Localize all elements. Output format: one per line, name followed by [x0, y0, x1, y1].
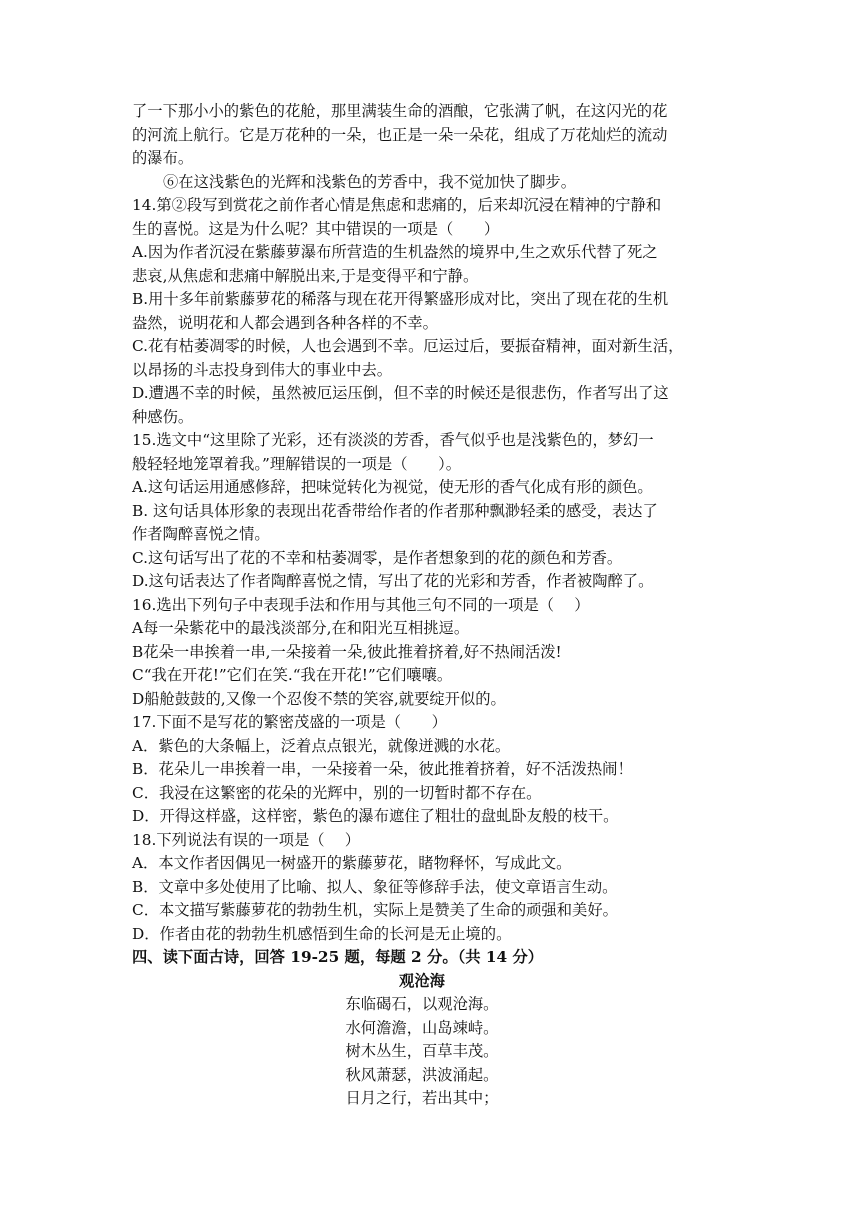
option-line: A.这句话运用通感修辞，把味觉转化为视觉，使无形的香气化成有形的颜色。 [132, 478, 653, 496]
poem-line: 日月之行，若出其中； [345, 1089, 499, 1107]
question-stem: 18.下列说法有误的一项是（ ） [132, 830, 361, 849]
option-line: B．花朵儿一串挨着一串，一朵接着一朵，彼此推着挤着，好不活泼热闹！ [132, 760, 633, 778]
question-16 [132, 594, 712, 712]
option-line: A每一朵紫花中的最浅淡部分,在和阳光互相挑逗。 [132, 619, 470, 637]
option-line: B.用十多年前紫藤萝花的稀落与现在花开得繁盛形成对比，突出了现在花的生机 [132, 290, 669, 308]
option-line: A．本文作者因偶见一树盛开的紫藤萝花，睹物释怀，写成此文。 [132, 854, 572, 872]
passage-line: 了一下那小小的紫色的花舱，那里满装生命的酒酿，它张满了帆，在这闪光的花 [132, 102, 668, 120]
option-line: C．我浸在这繁密的花朵的光辉中，别的一切暂时都不存在。 [132, 783, 542, 802]
passage-line: 的河流上航行。它是万花种的一朵，也正是一朵一朵花，组成了万花灿烂的流动 [132, 125, 668, 144]
option-line: C.这句话写出了花的不幸和枯萎凋零，是作者想象到的花的颜色和芳香。 [132, 548, 623, 567]
section-4 [132, 946, 712, 1111]
question-18 [132, 829, 712, 947]
option-line: C.花有枯萎凋零的时候，人也会遇到不幸。厄运过后，要振奋精神，面对新生活， [132, 337, 684, 355]
question-stem: 17.下面不是写花的繁密茂盛的一项是（ ） [132, 713, 447, 731]
option-line: D.这句话表达了作者陶醉喜悦之情，写出了花的光彩和芳香，作者被陶醉了。 [132, 572, 654, 590]
question-stem: 般轻轻地笼罩着我。”理解错误的一项是（ ）。 [132, 454, 462, 473]
option-line: 以昂扬的斗志投身到伟大的事业中去。 [132, 360, 393, 379]
option-line: D船舱鼓鼓的,又像一个忍俊不禁的笑容,就要绽开似的。 [132, 689, 506, 708]
option-line: 种感伤。 [132, 407, 194, 426]
poem-line: 东临碣石，以观沧海。 [345, 995, 499, 1013]
option-line: 盎然，说明花和人都会遇到各种各样的不幸。 [132, 313, 438, 332]
poem-line: 水何澹澹，山岛竦峙。 [345, 1018, 499, 1037]
question-17 [132, 711, 712, 829]
poem-line: 树木丛生，百草丰茂。 [345, 1042, 499, 1060]
option-line: A.因为作者沉浸在紫藤萝瀑布所营造的生机盎然的境界中,生之欢乐代替了死之 [132, 243, 658, 261]
option-line: B花朵一串挨着一串,一朵接着一朵,彼此推着挤着,好不热闹活泼! [132, 642, 562, 661]
poem-title: 观沧海 [399, 971, 445, 990]
question-15 [132, 429, 712, 594]
question-stem: 16.选出下列句子中表现手法和作用与其他三句不同的一项是（ ） [132, 595, 590, 614]
question-stem: 14.第②段写到赏花之前作者心情是焦虑和悲痛的，后来却沉浸在精神的宁静和 [132, 196, 662, 214]
option-line: B．文章中多处使用了比喻、拟人、象征等修辞手法，使文章语言生动。 [132, 877, 618, 896]
option-line: D．开得这样盛，这样密，紫色的瀑布遮住了粗壮的盘虬卧友般的枝干。 [132, 807, 619, 825]
option-line: B. 这句话具体形象的表现出花香带给作者的作者那种飘渺轻柔的感受，表达了 [132, 501, 658, 520]
paragraph-6: ⑥在这浅紫色的光辉和浅紫色的芳香中，我不觉加快了脚步。 [163, 172, 577, 191]
option-line: D．作者由花的勃勃生机感悟到生命的长河是无止境的。 [132, 924, 512, 943]
passage-tail [132, 100, 712, 171]
option-line: D.遭遇不幸的时候，虽然被厄运压倒，但不幸的时候还是很悲伤，作者写出了这 [132, 384, 669, 402]
question-stem: 生的喜悦。这是为什么呢？其中错误的一项是（ ） [132, 219, 500, 238]
option-line: C“我在开花!”它们在笑.“我在开花!”它们嚷嚷。 [132, 666, 453, 684]
option-line: 作者陶醉喜悦之情。 [132, 525, 270, 543]
option-line: A．紫色的大条幅上，泛着点点银光，就像迸溅的水花。 [132, 736, 511, 755]
question-stem: 15.选文中“这里除了光彩，还有淡淡的芳香，香气似乎也是浅紫色的，梦幻一 [132, 431, 654, 449]
passage-line: 的瀑布。 [132, 149, 194, 167]
question-14 [132, 194, 712, 429]
option-line: C．本文描写紫藤萝花的勃勃生机，实际上是赞美了生命的顽强和美好。 [132, 901, 618, 919]
section-heading: 四、读下面古诗，回答 19-25 题，每题 2 分。（共 14 分） [132, 948, 544, 966]
option-line: 悲哀,从焦虑和悲痛中解脱出来,于是变得平和宁静。 [132, 266, 479, 285]
page-text [132, 100, 712, 1111]
poem-line: 秋风萧瑟，洪波涌起。 [345, 1065, 499, 1084]
